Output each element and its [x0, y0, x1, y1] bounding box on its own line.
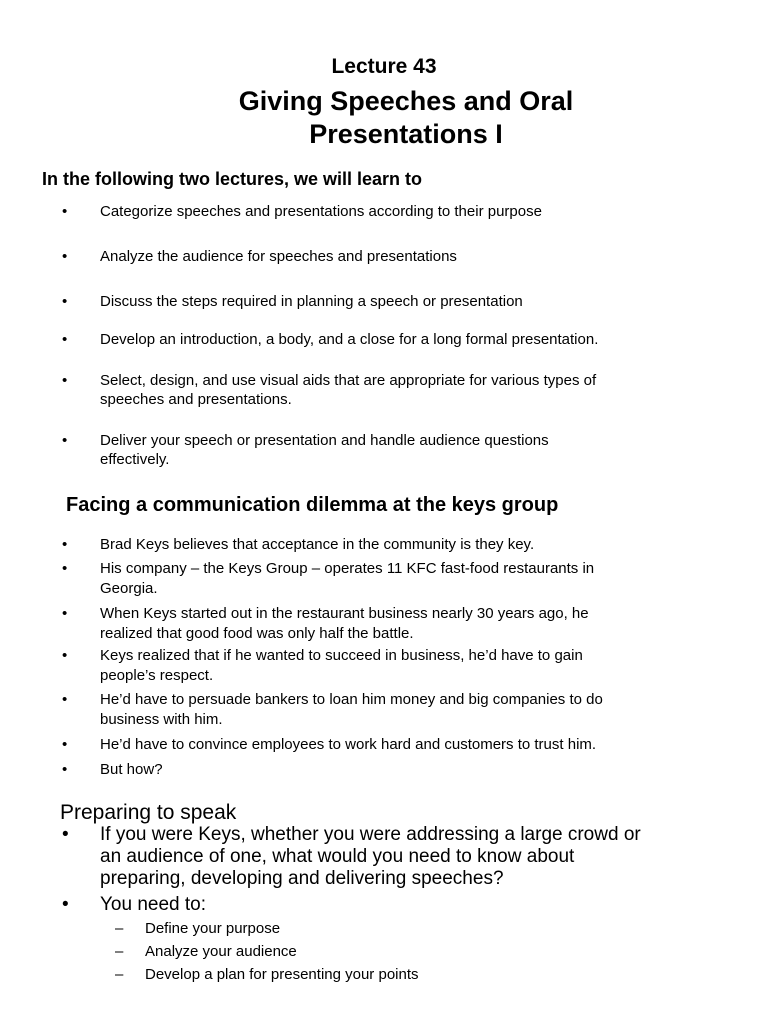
bullet: • — [62, 248, 68, 265]
list-item-text: Develop an introduction, a body, and a close for a long formal presentation. — [100, 331, 599, 348]
list-item-text: He’d have to convince employees to work hard and customers to trust him. — [100, 736, 597, 753]
bullet: • — [62, 605, 68, 622]
dilemma-heading: Facing a communication dilemma at the keys group — [66, 494, 559, 516]
list-item-text: Brad Keys believes that acceptance in the community is they key. — [100, 536, 535, 553]
list-item-text: His company – the Keys Group – operates 11 KFC fast-food restaurants in — [100, 560, 595, 577]
bullet: • — [62, 894, 69, 915]
list-item-text: Select, design, and use visual aids that are appropriate for various types of — [100, 372, 597, 389]
bullet: • — [62, 736, 68, 753]
page-title-line-1: Giving Speeches and Oral — [238, 86, 574, 116]
list-item-text: But how? — [100, 761, 163, 778]
list-item-text: Georgia. — [100, 580, 158, 597]
bullet: • — [62, 536, 68, 553]
sublist-item-text: Analyze your audience — [145, 943, 297, 960]
list-item-text: You need to: — [100, 894, 207, 915]
bullet: • — [62, 293, 68, 310]
list-item-text: Discuss the steps required in planning a speech or presentation — [100, 293, 523, 310]
preparing-heading: Preparing to speak — [60, 801, 237, 824]
list-item-text: effectively. — [100, 451, 170, 468]
bullet: • — [62, 560, 68, 577]
dash: – — [115, 943, 124, 960]
bullet: • — [62, 331, 68, 348]
list-item-text: If you were Keys, whether you were addressing a large crowd or — [100, 824, 641, 845]
list-item-text: He’d have to persuade bankers to loan him money and big companies to do — [100, 691, 603, 708]
list-item-text: preparing, developing and delivering speeches? — [100, 868, 504, 889]
lecture-number: Lecture 43 — [331, 55, 437, 78]
bullet: • — [62, 691, 68, 708]
bullet: • — [62, 372, 68, 389]
bullet: • — [62, 824, 69, 845]
list-item-text: When Keys started out in the restaurant business nearly 30 years ago, he — [100, 605, 589, 622]
bullet: • — [62, 647, 68, 664]
bullet: • — [62, 761, 68, 778]
sublist-item-text: Define your purpose — [145, 920, 281, 937]
list-item-text: Keys realized that if he wanted to succeed in business, he’d have to gain — [100, 647, 583, 664]
page-title-line-2: Presentations I — [309, 119, 503, 149]
list-item-text: realized that good food was only half the battle. — [100, 625, 414, 642]
list-item-text: business with him. — [100, 711, 223, 728]
list-item-text: Analyze the audience for speeches and presentations — [100, 248, 457, 265]
list-item-text: Categorize speeches and presentations according to their purpose — [100, 203, 542, 220]
objectives-heading: In the following two lectures, we will learn to — [42, 169, 423, 189]
list-item-text: an audience of one, what would you need to know about — [100, 846, 575, 867]
dash: – — [115, 920, 124, 937]
list-item-text: speeches and presentations. — [100, 391, 292, 408]
list-item-text: people’s respect. — [100, 667, 214, 684]
dash: – — [115, 966, 124, 983]
sublist-item-text: Develop a plan for presenting your points — [145, 966, 419, 983]
bullet: • — [62, 203, 68, 220]
bullet: • — [62, 432, 68, 449]
list-item-text: Deliver your speech or presentation and handle audience questions — [100, 432, 549, 449]
